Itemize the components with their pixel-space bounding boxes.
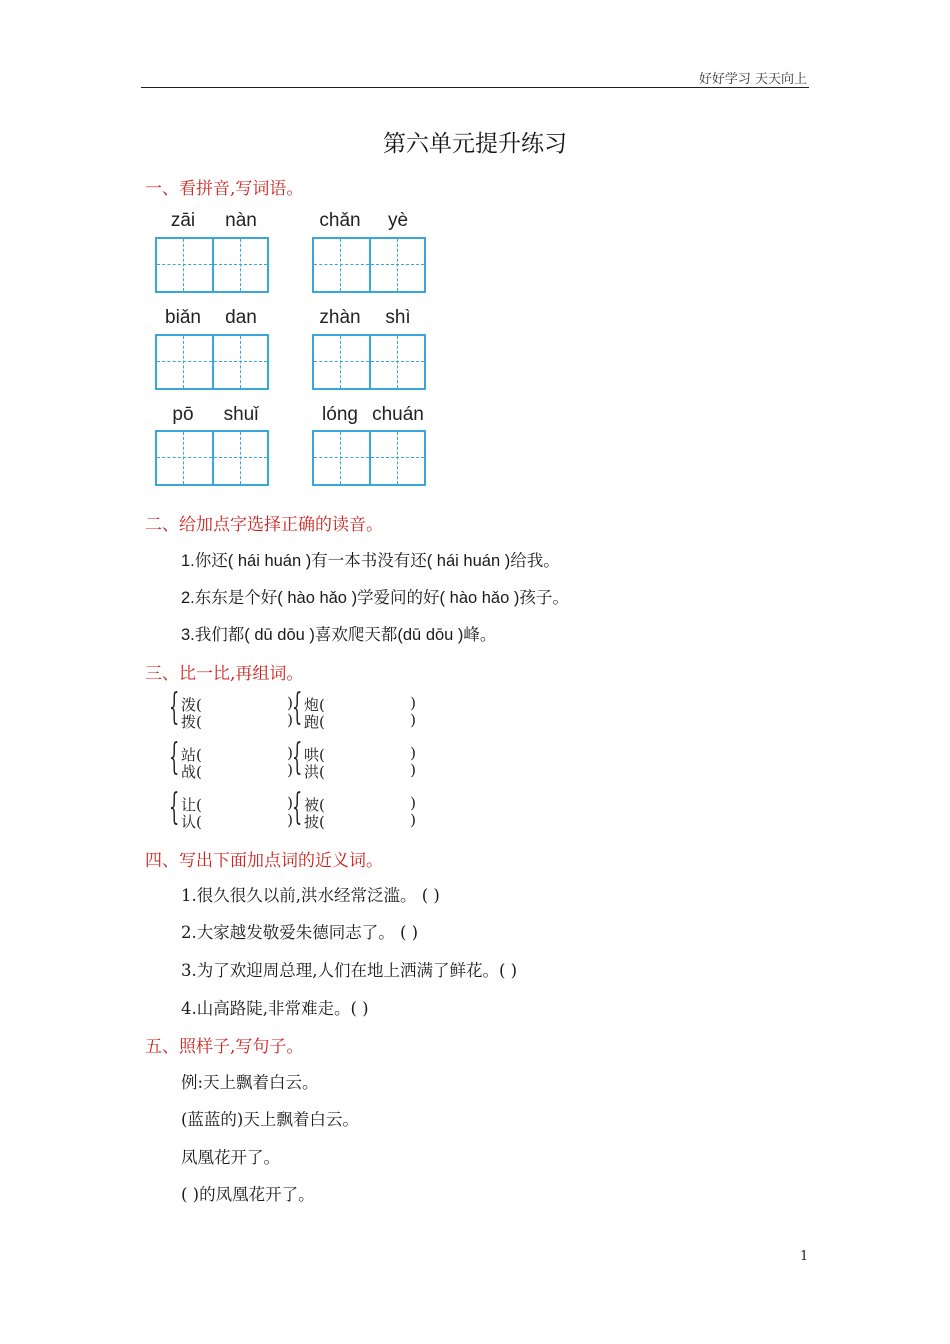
compare-pair bbox=[169, 787, 295, 832]
pinyin-label: dan bbox=[225, 307, 257, 328]
compare-char: 认( bbox=[181, 813, 202, 831]
question-line: 3.为了欢迎周总理,人们在地上洒满了鲜花。( ) bbox=[181, 961, 518, 980]
compare-pair bbox=[292, 687, 418, 732]
compare-char: 拨( bbox=[181, 713, 202, 731]
section-5-heading: 五、照样子,写句子。 bbox=[145, 1037, 304, 1057]
pinyin-label: zhàn bbox=[319, 307, 361, 328]
section-4-heading: 四、写出下面加点词的近义词。 bbox=[145, 851, 383, 871]
pinyin-label: nàn bbox=[225, 210, 257, 231]
pinyin-label: shì bbox=[385, 307, 411, 328]
question-line: 1.很久很久以前,洪水经常泛滥。 ( ) bbox=[181, 886, 440, 905]
close-paren: ) bbox=[287, 811, 293, 829]
close-paren: ) bbox=[287, 761, 293, 779]
section-3-heading: 三、比一比,再组词。 bbox=[145, 664, 304, 684]
close-paren: ) bbox=[287, 711, 293, 729]
question-line: 3.我们都( dū dōu )喜欢爬天都(dū dōu )峰。 bbox=[181, 626, 497, 644]
question-line: 2.东东是个好( hào hǎo )学爱问的好( hào hǎo )孩子。 bbox=[181, 589, 569, 607]
close-paren: ) bbox=[287, 744, 293, 762]
close-paren: ) bbox=[410, 811, 416, 829]
compare-char: 洪( bbox=[304, 763, 325, 781]
pinyin-label: yè bbox=[387, 210, 409, 231]
question-line: 1.你还( hái huán )有一本书没有还( hái huán )给我。 bbox=[181, 552, 560, 570]
compare-char: 披( bbox=[304, 813, 325, 831]
section-1-heading: 一、看拼音,写词语。 bbox=[145, 179, 304, 199]
compare-char: 泼( bbox=[181, 696, 202, 714]
writing-grid[interactable] bbox=[155, 430, 269, 486]
question-line: 4.山高路陡,非常难走。( ) bbox=[181, 999, 369, 1018]
close-paren: ) bbox=[410, 711, 416, 729]
pinyin-label: chǎn bbox=[319, 210, 361, 231]
compare-char: 哄( bbox=[304, 746, 325, 764]
section-2-heading: 二、给加点字选择正确的读音。 bbox=[145, 515, 383, 535]
close-paren: ) bbox=[287, 794, 293, 812]
brace-glyph: { bbox=[292, 687, 303, 728]
compare-char: 让( bbox=[181, 796, 202, 814]
writing-grid[interactable] bbox=[312, 430, 426, 486]
compare-pair bbox=[292, 787, 418, 832]
brace-glyph: { bbox=[292, 737, 303, 778]
brace-glyph: { bbox=[169, 737, 180, 778]
pinyin-label: zāi bbox=[170, 210, 196, 231]
question-line: 2.大家越发敬爱朱德同志了。 ( ) bbox=[181, 923, 419, 942]
page-title: 第六单元提升练习 bbox=[383, 131, 567, 157]
brace-glyph: { bbox=[169, 687, 180, 728]
pinyin-label: lóng bbox=[322, 404, 358, 425]
compare-pair bbox=[169, 687, 295, 732]
close-paren: ) bbox=[410, 694, 416, 712]
close-paren: ) bbox=[287, 694, 293, 712]
compare-char: 站( bbox=[181, 746, 202, 764]
close-paren: ) bbox=[410, 794, 416, 812]
close-paren: ) bbox=[410, 744, 416, 762]
writing-grid[interactable] bbox=[312, 237, 426, 293]
answer-line: ( )的凤凰花开了。 bbox=[181, 1185, 315, 1204]
example-line: 凤凰花开了。 bbox=[181, 1148, 280, 1167]
page-number: 1 bbox=[800, 1249, 809, 1264]
example-line: 例:天上飘着白云。 bbox=[181, 1073, 319, 1092]
brace-glyph: { bbox=[169, 787, 180, 828]
example-line: (蓝蓝的)天上飘着白云。 bbox=[181, 1110, 359, 1129]
header-slogan: 好好学习 天天向上 bbox=[698, 72, 807, 87]
header-divider bbox=[141, 87, 809, 88]
pinyin-label: pō bbox=[172, 404, 194, 425]
compare-char: 跑( bbox=[304, 713, 325, 731]
compare-char: 战( bbox=[181, 763, 202, 781]
writing-grid[interactable] bbox=[155, 237, 269, 293]
compare-pair bbox=[292, 737, 418, 782]
compare-char: 被( bbox=[304, 796, 325, 814]
pinyin-label: chuán bbox=[372, 404, 424, 425]
pinyin-label: shuǐ bbox=[223, 404, 259, 425]
compare-pair bbox=[169, 737, 295, 782]
close-paren: ) bbox=[410, 761, 416, 779]
brace-glyph: { bbox=[292, 787, 303, 828]
writing-grid[interactable] bbox=[155, 334, 269, 390]
compare-char: 炮( bbox=[304, 696, 325, 714]
pinyin-label: biǎn bbox=[165, 307, 201, 328]
writing-grid[interactable] bbox=[312, 334, 426, 390]
